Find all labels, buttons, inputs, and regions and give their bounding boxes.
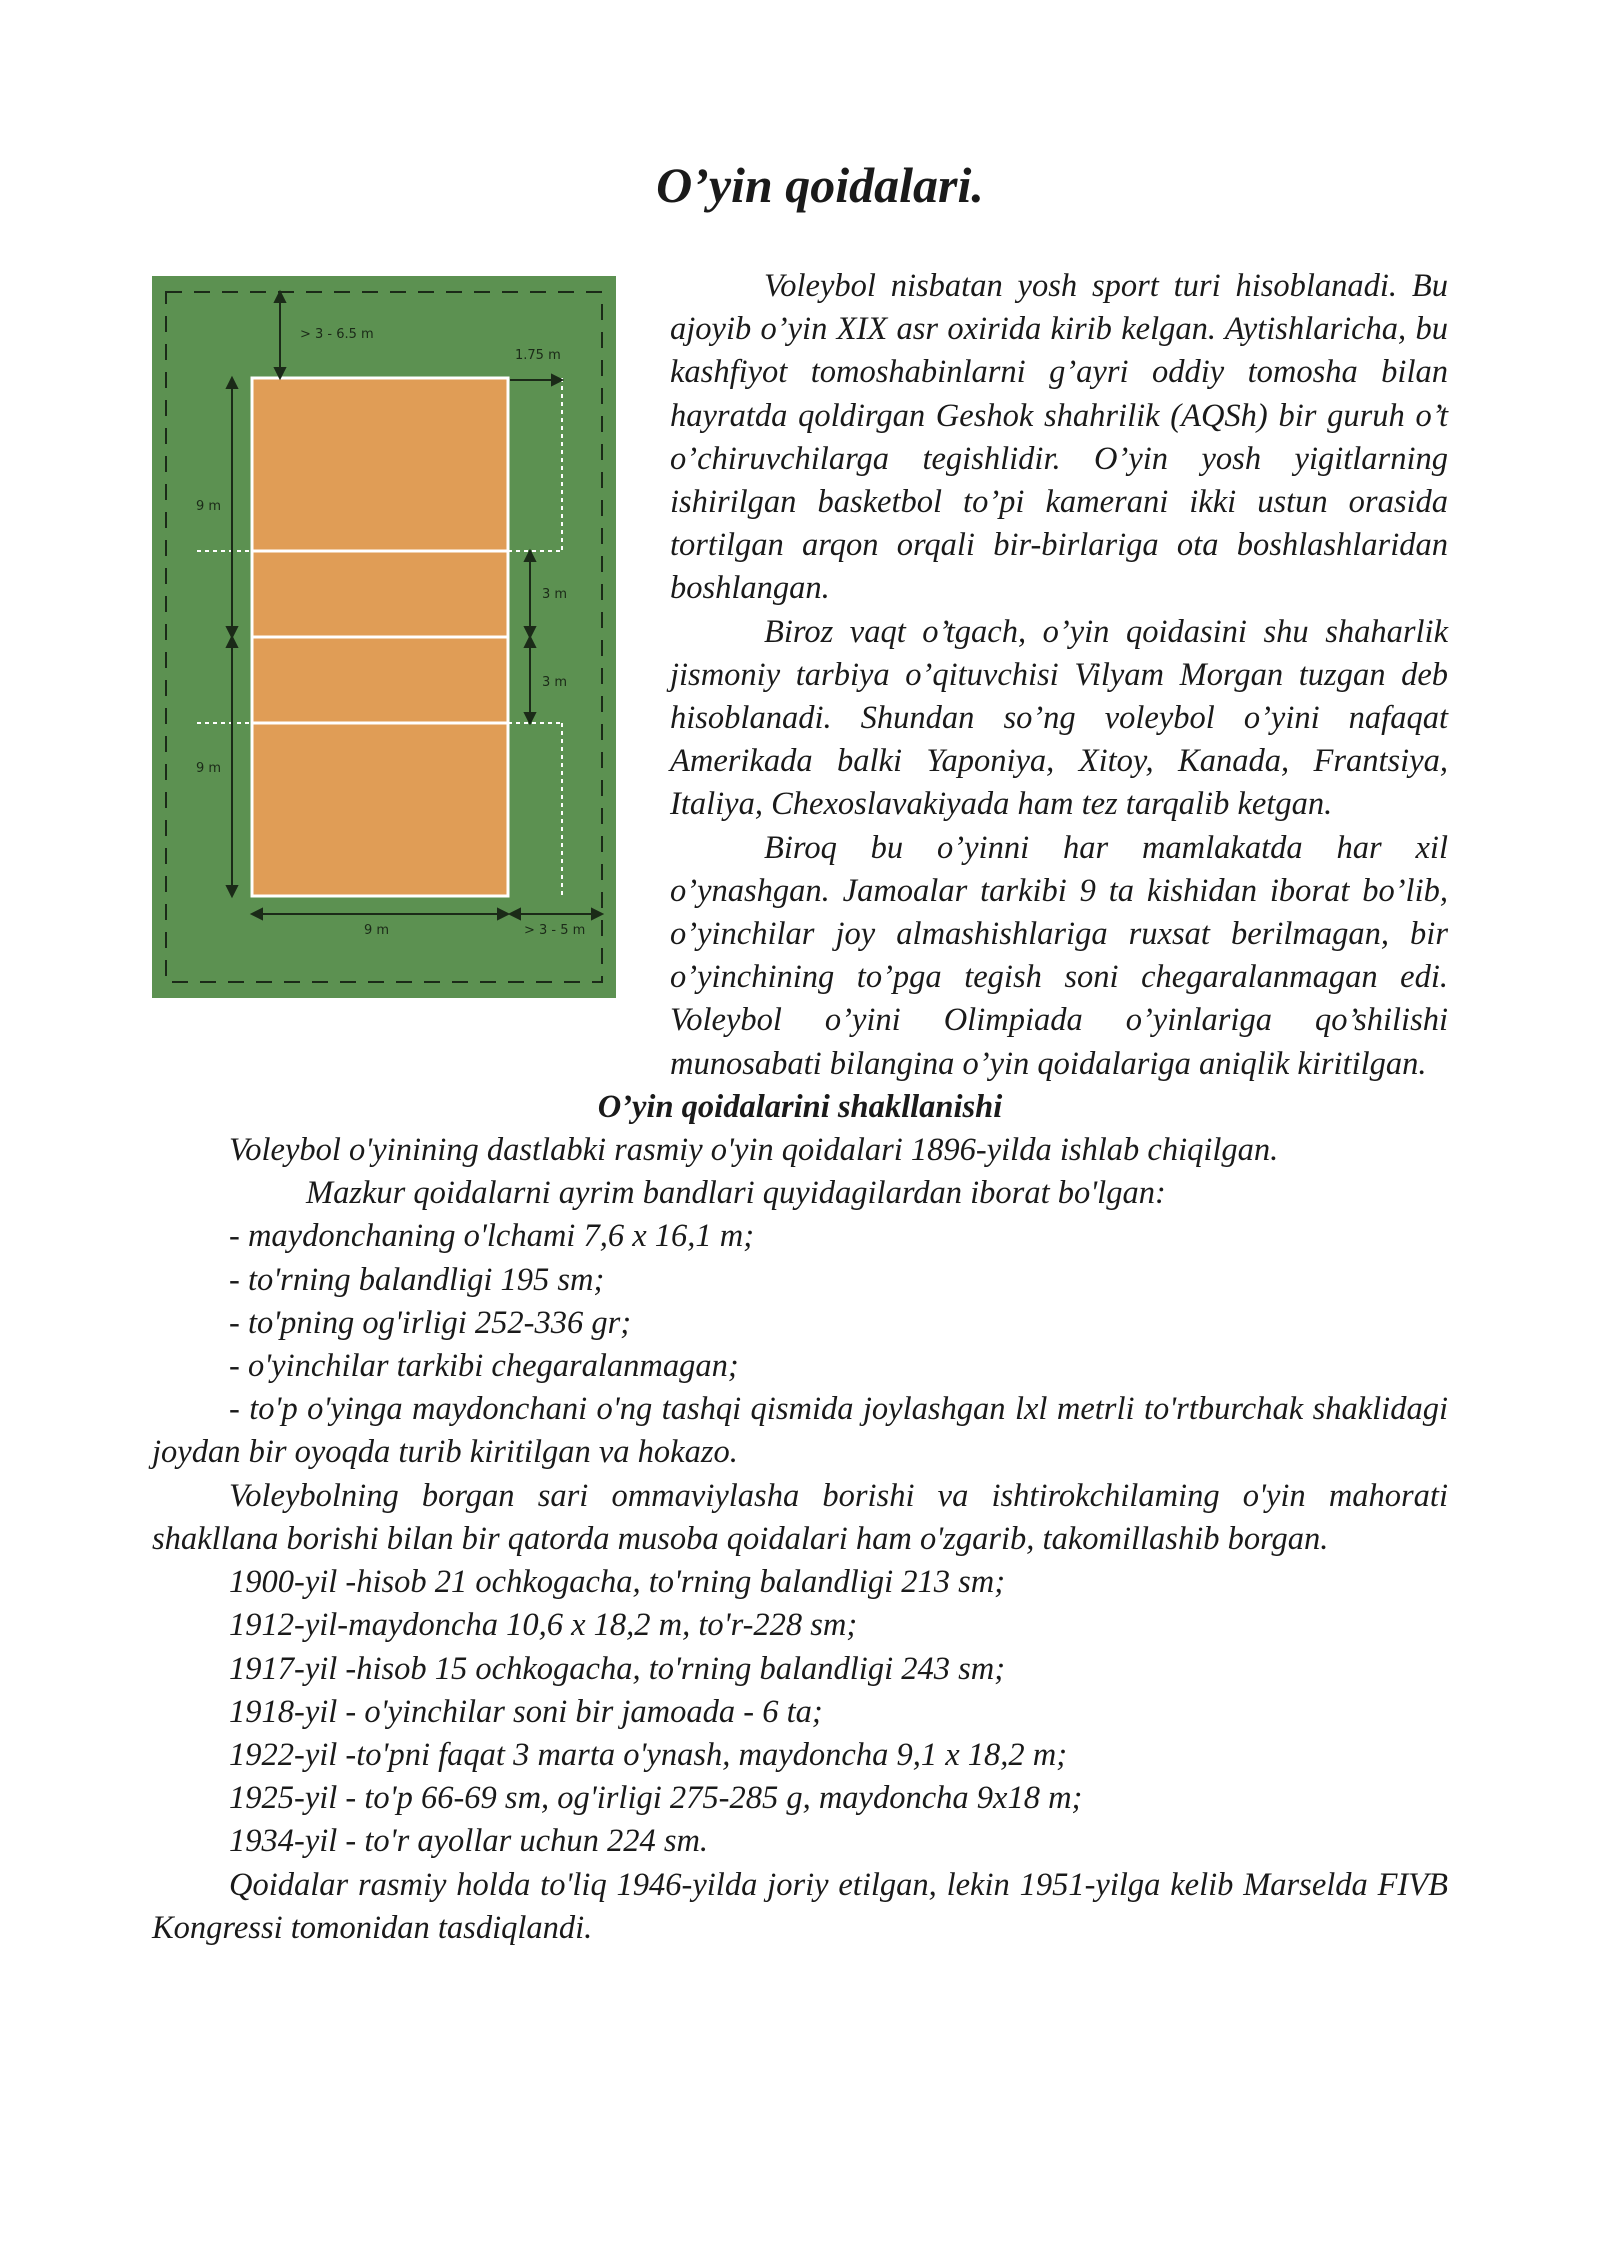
rules-intro-2: Mazkur qoidalarni ayrim bandlari quyidagilardan iborat bo'lgan: [306, 1175, 1166, 1212]
label-side-zone: 1.75 m [515, 348, 561, 363]
closing-paragraph: Qoidalar rasmiy holda to'liq 1946-yilda joriy etilgan, lekin 1951-yilga kelib Marselda FIVB Kongressi tomonidan tasdiqlandi. [152, 1866, 1448, 1946]
timeline-item: 1934-yil - to'r ayollar uchun 224 sm. [229, 1823, 709, 1860]
label-service-zone: > 3 - 6.5 m [300, 327, 374, 342]
label-attack-top: 3 m [542, 587, 568, 602]
rules-list-item: - to'rning balandligi 195 sm; [229, 1261, 605, 1298]
document-body [152, 265, 1448, 1950]
rules-intro: Voleybol o'yinining dastlabki rasmiy o'yin qoidalari 1896-yilda ishlab chiqilgan. [229, 1132, 1279, 1169]
paragraph-history-1: Voleybol nisbatan yosh sport turi hisoblanadi. Bu ajoyib o’yin XIX asr oxirida kirib kelgan. Aytishlaricha, bu kashfiyot tomoshabinlarni g’ayri oddiy tomosha bilan hayratda qoldirgan Geshok shahrilik (AQSh) bir guruh o’t o’chiruvchilarga tegishlidir. O’yin yosh yigitlarning ishirilgan basketbol to’pi kamerani ikki ustun orasida tortilgan arqon orqali bir-birlariga ota boshlashlaridan boshlangan. [670, 268, 1448, 607]
label-half-bottom: 9 m [196, 761, 222, 776]
evolution-intro: Voleybolning borgan sari ommaviylasha borishi va ishtirokchilaming o'yin mahorati shakllana borishi bilan bir qatorda musoba qoidalari ham o'zgarib, takomillashib borgan. [152, 1477, 1448, 1557]
label-free-zone: > 3 - 5 m [524, 923, 586, 938]
timeline-item: 1918-yil - o'yinchilar soni bir jamoada - 6 ta; [229, 1693, 823, 1730]
rules-list-item: - to'p o'yinga maydonchani o'ng tashqi qismida joylashgan lxl metrli to'rtburchak shaklidagi joydan bir oyoqda turib kiritilgan va hokazo. [152, 1391, 1448, 1471]
timeline-item: 1925-yil - to'p 66-69 sm, og'irligi 275-285 g, maydoncha 9x18 m; [229, 1780, 1083, 1817]
page-title: O’yin qoidalari. [656, 157, 984, 213]
section-heading: O’yin qoidalarini shakllanishi [597, 1088, 1003, 1125]
label-attack-bottom: 3 m [542, 675, 568, 690]
timeline-item: 1900-yil -hisob 21 ochkogacha, to'rning balandligi 213 sm; [229, 1564, 1006, 1601]
paragraph-history-3: Biroq bu o’yinni har mamlakatda har xil o’ynashgan. Jamoalar tarkibi 9 ta kishidan iborat bo’lib, o’yinchilar joy almashishlariga ruxsat berilmagan, bir o’yinchining to’pga tegish soni chegaralanmagan edi. Voleybol o’yini Olimpiada o’yinlariga qo’shilishi munosabati bilangina o’yin qoidalariga aniqlik kiritilgan. [670, 829, 1448, 1082]
rules-list-item: - maydonchaning o'lchami 7,6 x 16,1 m; [229, 1218, 755, 1255]
label-width: 9 m [364, 923, 390, 938]
label-half-top: 9 m [196, 499, 222, 514]
timeline-item: 1912-yil-maydoncha 10,6 x 18,2 m, to'r-228 sm; [229, 1607, 858, 1644]
timeline-item: 1917-yil -hisob 15 ochkogacha, to'rning balandligi 243 sm; [229, 1650, 1006, 1687]
rules-list-item: - o'yinchilar tarkibi chegaralanmagan; [229, 1348, 739, 1385]
figure-spacer [152, 265, 670, 1085]
timeline-item: 1922-yil -to'pni faqat 3 marta o'ynash, maydoncha 9,1 x 18,2 m; [229, 1736, 1068, 1773]
paragraph-history-2: Biroz vaqt o’tgach, o’yin qoidasini shu shaharlik jismoniy tarbiya o’qituvchisi Vilyam Morgan tuzgan deb hisoblanadi. Shundan so’ng voleybol o’yini nafaqat Amerikada balki Yaponiya, Xitoy, Kanada, Frantsiya, Italiya, Chexoslavakiyada ham tez tarqalib ketgan. [670, 613, 1448, 823]
rules-list-item: - to'pning og'irligi 252-336 gr; [229, 1304, 632, 1341]
